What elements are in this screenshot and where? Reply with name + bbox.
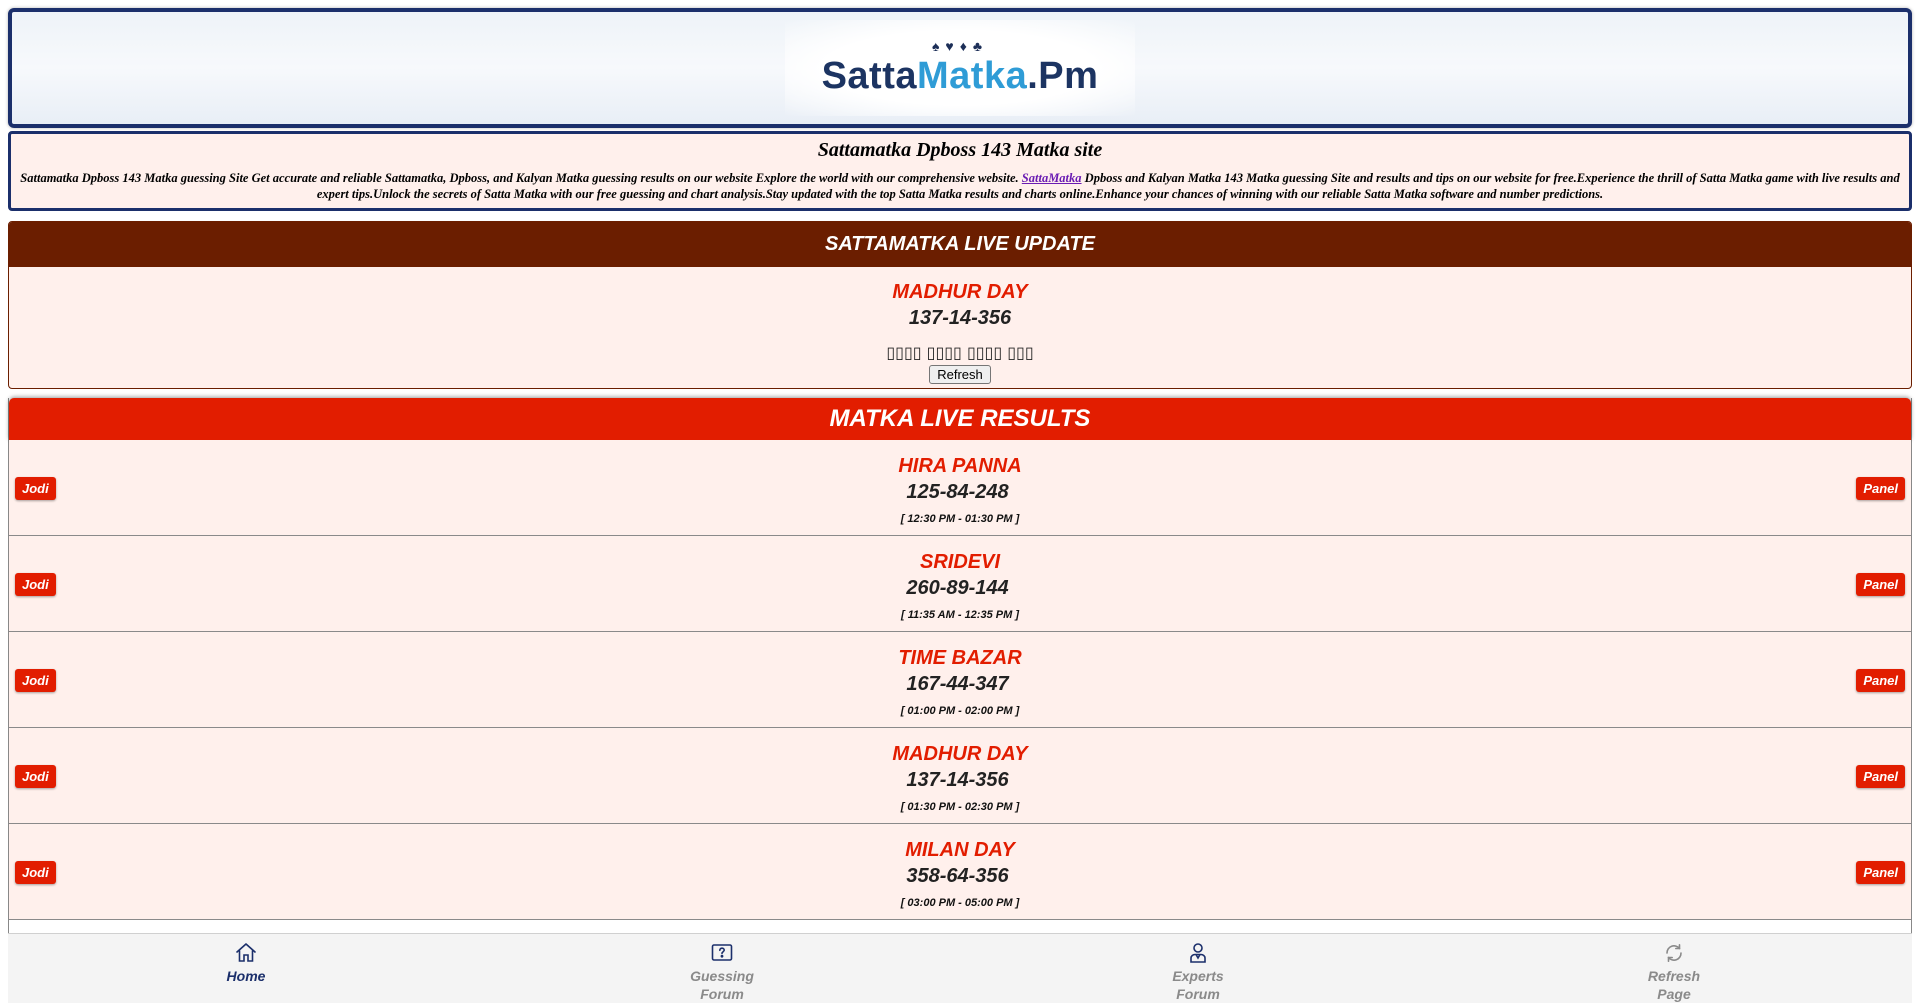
intro-text	[11, 170, 1909, 202]
home-icon	[234, 941, 258, 965]
result-row	[9, 728, 1911, 824]
intro-title: Sattamatka Dpboss 143 Matka site	[817, 139, 1103, 161]
nav-refresh-page[interactable]	[1436, 934, 1912, 1003]
jodi-button[interactable]: Jodi	[15, 669, 56, 692]
market-time: [ 11:35 AM - 12:35 PM ]	[901, 609, 1019, 621]
jodi-button[interactable]: Jodi	[15, 477, 56, 500]
logo-part-matka: Matka	[917, 55, 1028, 97]
matka-live-results	[8, 398, 1912, 1003]
nav-home[interactable]	[8, 934, 484, 1003]
expert-user-icon	[1186, 941, 1210, 965]
result-row	[9, 440, 1911, 536]
market-result: 137-14-356	[906, 769, 1009, 791]
live-update-heading: SATTAMATKA LIVE UPDATE	[9, 222, 1911, 267]
nav-experts-forum[interactable]	[960, 934, 1436, 1003]
panel-button[interactable]: Panel	[1856, 765, 1905, 788]
intro-text-part2: Dpboss and Kalyan Matka 143 Matka guessing Site and results and tips on our website for free.Experience the thrill of Satta Matka game with live results and expert tips.Unlock the secrets of Satta Matka with our free guessing and chart analysis.Stay updated with the top Satta Matka results and charts online.Enhance your chances of winning with our reliable Satta Matka software and number predictions.	[316, 171, 1900, 201]
market-time: [ 01:30 PM - 02:30 PM ]	[900, 801, 1020, 813]
intro-section	[8, 131, 1912, 211]
panel-button[interactable]: Panel	[1856, 861, 1905, 884]
logo-part-satta: Satta	[821, 55, 917, 97]
results-heading: MATKA LIVE RESULTS	[9, 398, 1911, 440]
card-suits-icon: ♠♥♦♣	[931, 38, 989, 54]
nav-home-label: Home	[226, 968, 266, 984]
market-name: TIME BAZAR	[898, 647, 1022, 669]
market-name: MADHUR DAY	[892, 743, 1028, 765]
market-result: 167-44-347	[906, 673, 1009, 695]
jodi-button[interactable]: Jodi	[15, 765, 56, 788]
result-row	[9, 824, 1911, 920]
market-result: 125-84-248	[906, 481, 1009, 503]
live-market-name: MADHUR DAY	[892, 281, 1028, 303]
nav-guessing-label: Guessing Forum	[690, 968, 754, 1002]
market-name: SRIDEVI	[919, 551, 1001, 573]
intro-text-part1: Sattamatka Dpboss 143 Matka guessing Site Get accurate and reliable Sattamatka, Dpboss, and Kalyan Matka guessing results on our website Explore the world with our comprehensive website.	[20, 171, 1022, 185]
result-row	[9, 632, 1911, 728]
panel-button[interactable]: Panel	[1856, 477, 1905, 500]
refresh-icon	[1662, 941, 1686, 965]
market-time: [ 01:00 PM - 02:00 PM ]	[900, 705, 1020, 717]
bottom-navigation	[8, 933, 1912, 1003]
market-name: MILAN DAY	[905, 839, 1015, 861]
site-logo[interactable]	[785, 20, 1135, 116]
nav-guessing-forum[interactable]	[484, 934, 960, 1003]
site-header	[8, 8, 1912, 128]
refresh-button[interactable]: Refresh	[929, 365, 991, 384]
market-result: 260-89-144	[906, 577, 1009, 599]
nav-experts-label: Experts Forum	[1172, 968, 1224, 1002]
market-time: [ 03:00 PM - 05:00 PM ]	[900, 897, 1020, 909]
live-update-panel	[8, 221, 1912, 389]
nav-refresh-label: Refresh Page	[1647, 968, 1701, 1002]
panel-button[interactable]: Panel	[1856, 573, 1905, 596]
result-row	[9, 536, 1911, 632]
panel-button[interactable]: Panel	[1856, 669, 1905, 692]
sattamatka-link[interactable]: SattaMatka	[1021, 171, 1082, 185]
live-market-result: 137-14-356	[908, 307, 1012, 329]
live-update-message: ▯▯▯▯ ▯▯▯▯ ▯▯▯▯ ▯▯▯	[886, 343, 1034, 362]
question-icon	[710, 941, 734, 965]
jodi-button[interactable]: Jodi	[15, 573, 56, 596]
jodi-button[interactable]: Jodi	[15, 861, 56, 884]
market-result: 358-64-356	[906, 865, 1009, 887]
market-name: HIRA PANNA	[898, 455, 1022, 477]
logo-text	[822, 54, 1099, 98]
market-time: [ 12:30 PM - 01:30 PM ]	[900, 513, 1020, 525]
logo-part-domain: .Pm	[1027, 55, 1099, 97]
live-update-body	[9, 279, 1911, 384]
